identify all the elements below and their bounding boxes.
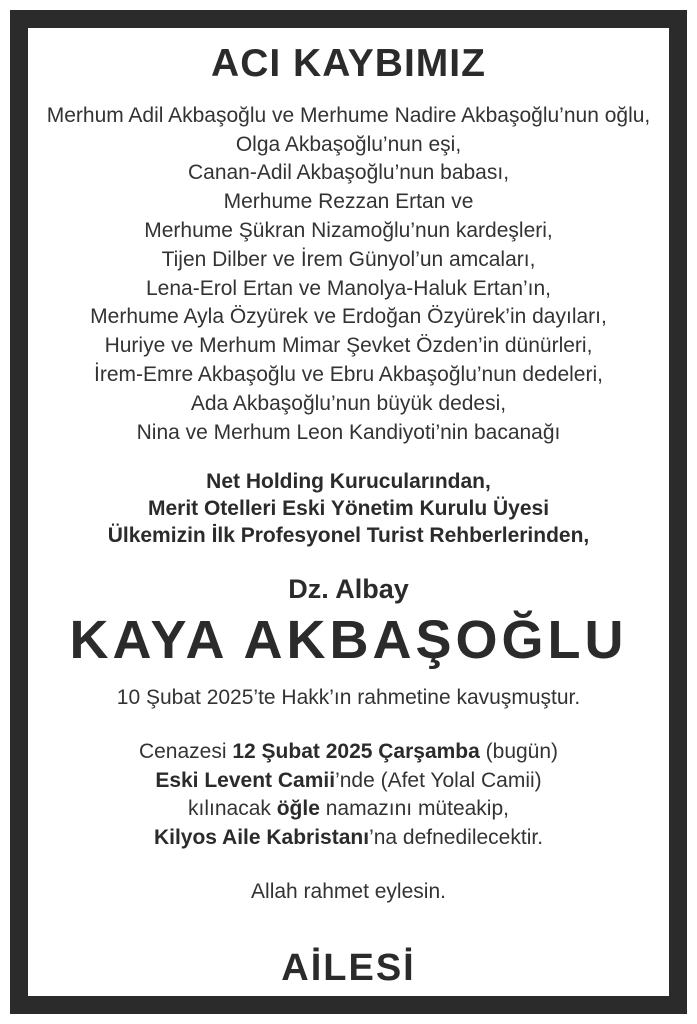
funeral-detail-line [36,824,661,853]
page-title: ACI KAYBIMIZ [211,42,486,85]
funeral-detail-line [36,767,661,796]
military-rank: Dz. Albay [288,574,409,605]
funeral-detail-line [36,738,661,767]
family-relation-line: Merhume Şükran Nizamoğlu’nun kardeşleri, [144,219,553,243]
family-relation-line: Nina ve Merhum Leon Kandiyoti’nin bacanağı [136,420,561,444]
family-relation-line: Merhume Rezzan Ertan ve [223,190,474,214]
emphasized-text-segment: 12 Şubat 2025 Çarşamba [232,740,480,764]
emphasized-text-segment: Kilyos Aile Kabristanı [153,825,370,849]
text-segment: (bugün) [479,740,559,764]
emphasized-text-segment: öğle [276,797,320,821]
family-relation-line: Olga Akbaşoğlu’nun eşi, [235,132,462,156]
family-relations-list [36,102,661,448]
honor-line: Merit Otelleri Eski Yönetim Kurulu Üyesi [147,497,550,521]
family-relation-line: Lena-Erol Ertan ve Manolya-Haluk Ertan’ın, [145,276,552,300]
family-signature: AİLESİ [281,947,416,990]
honors-list [36,468,661,549]
family-relation-line: Merhume Ayla Özyürek ve Erdoğan Özyürek’in dayıları, [90,305,607,329]
text-segment: ’nde (Afet Yolal Camii) [335,768,542,792]
obituary-border-frame [10,10,687,1014]
family-relation-line: İrem-Emre Akbaşoğlu ve Ebru Akbaşoğlu’nun dedeleri, [94,363,603,387]
family-relation-line: Huriye ve Merhum Mimar Şevket Özden’in dünürleri, [104,334,593,358]
family-relation-line: Ada Akbaşoğlu’nun büyük dedesi, [190,391,507,415]
text-segment: namazını müteakip, [319,797,509,821]
family-relation-line: Merhum Adil Akbaşoğlu ve Merhume Nadire Akbaşoğlu’nun oğlu, [46,103,651,127]
death-date-line: 10 Şubat 2025’te Hakk’ın rahmetine kavuşmuştur. [116,686,581,710]
honor-line: Net Holding Kurucularından, [206,470,491,494]
prayer-line: Allah rahmet eylesin. [251,880,446,904]
text-segment: kılınacak [188,797,277,821]
emphasized-text-segment: Eski Levent Camii [155,768,336,792]
honor-line: Ülkemizin İlk Profesyonel Turist Rehberlerinden, [107,524,590,548]
text-segment: Cenazesi [138,740,233,764]
funeral-details-list [36,738,661,852]
family-relation-line: Canan-Adil Akbaşoğlu’nun babası, [187,161,510,185]
funeral-detail-line [36,795,661,824]
deceased-name: KAYA AKBAŞOĞLU [69,610,628,671]
family-relation-line: Tijen Dilber ve İrem Günyol’un amcaları, [161,247,536,271]
text-segment: ’na defnedilecektir. [369,825,544,849]
